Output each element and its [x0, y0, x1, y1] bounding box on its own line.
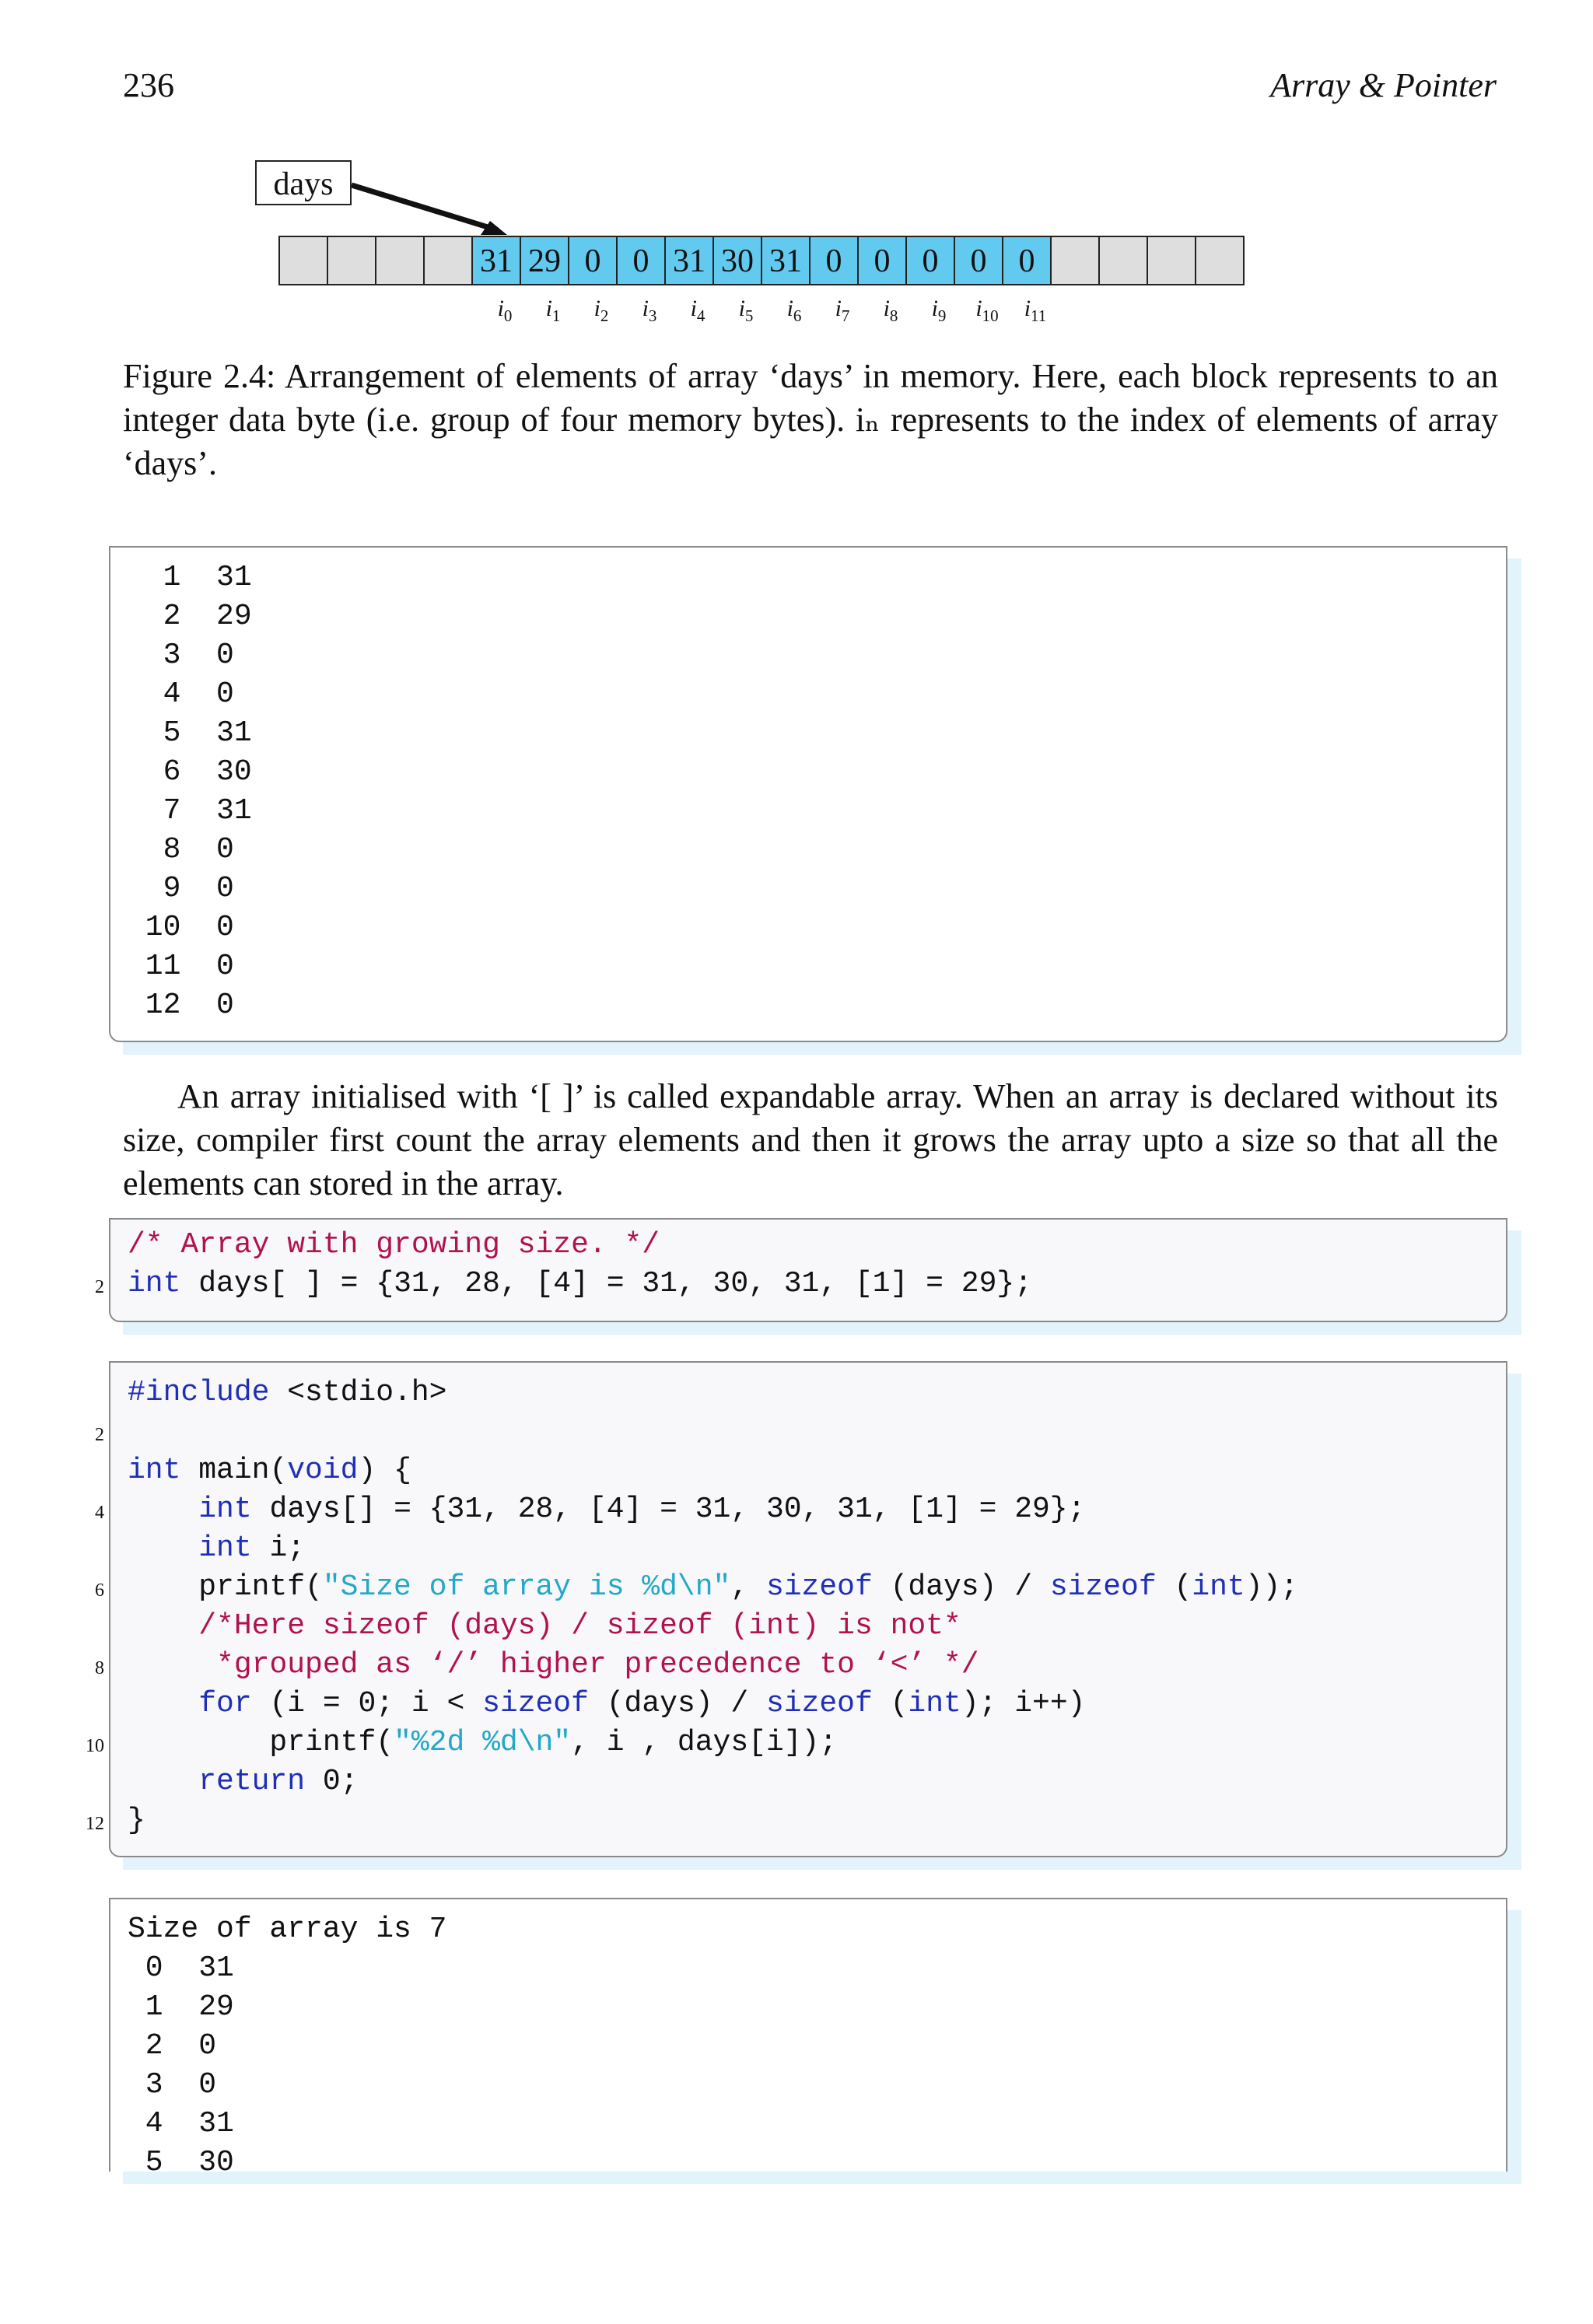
- code-line: /*Here sizeof (days) / sizeof (int) is not*: [198, 1609, 961, 1643]
- output-line: 2 29: [128, 600, 252, 633]
- memory-cell: 0: [616, 236, 666, 285]
- code-line: }: [128, 1804, 145, 1837]
- line-number: 10: [86, 1736, 104, 1756]
- output-line: 5 30: [128, 2146, 234, 2179]
- code-line: int i;: [198, 1531, 306, 1565]
- days-pointer-label: days: [255, 160, 352, 205]
- memory-cell: 30: [712, 236, 762, 285]
- memory-cell: 0: [954, 236, 1003, 285]
- output-line: 4 31: [128, 2107, 234, 2140]
- index-label: $i_7$: [835, 296, 850, 325]
- figure-caption: Figure 2.4: Arrangement of elements of array ‘days’ in memory. Here, each block represents to an integer data byte (i.e. group of four memory bytes). iₙ represents to the index of elements of array ‘days’.: [123, 357, 1498, 482]
- memory-cell: 31: [664, 236, 714, 285]
- index-label: $i_0$: [497, 296, 513, 325]
- memory-cell: 29: [520, 236, 569, 285]
- pointer-arrow: [0, 0, 1593, 389]
- memory-cell: [1195, 236, 1245, 285]
- line-number: 6: [95, 1580, 104, 1601]
- index-label: $i_4$: [690, 296, 705, 325]
- code-box-1: [95, 1218, 1507, 1322]
- code-line: int days[] = {31, 28, [4] = 31, 30, 31, [1] = 29};: [198, 1493, 1086, 1526]
- output-line: 3 0: [128, 639, 234, 672]
- code-line: #include <stdio.h>: [128, 1376, 447, 1409]
- index-label: $i_8$: [883, 296, 898, 325]
- output-line: 0 31: [128, 1951, 234, 1985]
- line-number: 8: [95, 1658, 104, 1678]
- running-title: Array & Pointer: [1270, 66, 1497, 104]
- page-number: 236: [123, 66, 174, 104]
- memory-cell: [375, 236, 425, 285]
- output-line: 7 31: [128, 794, 252, 828]
- code-line: *grouped as ‘/’ higher precedence to ‘<’ */: [216, 1648, 979, 1682]
- code-line: int days[ ] = {31, 28, [4] = 31, 30, 31, [1] = 29};: [128, 1267, 1032, 1300]
- memory-cell: [1098, 236, 1148, 285]
- memory-cell: 31: [761, 236, 811, 285]
- memory-cell: 0: [1002, 236, 1052, 285]
- output-line: 3 0: [128, 2068, 217, 2102]
- output-line: 10 0: [128, 911, 234, 944]
- memory-cell: 0: [568, 236, 618, 285]
- code-line: int main(void) {: [128, 1454, 411, 1487]
- index-label: $i_{10}$: [975, 296, 999, 325]
- output-line: 12 0: [128, 989, 234, 1022]
- output-line: 11 0: [128, 950, 234, 983]
- output-line: 4 0: [128, 677, 234, 711]
- line-number: 2: [95, 1277, 104, 1297]
- index-label: $i_2$: [593, 296, 609, 325]
- line-number: 4: [95, 1503, 104, 1523]
- index-labels: [481, 296, 1059, 326]
- memory-cell: 0: [857, 236, 907, 285]
- output-line: 6 30: [128, 755, 252, 789]
- memory-cell: 31: [471, 236, 521, 285]
- index-label: $i_6$: [786, 296, 802, 325]
- memory-figure: [0, 0, 1593, 342]
- memory-cell: [1050, 236, 1100, 285]
- index-label: $i_9$: [931, 296, 947, 325]
- code-line: return 0;: [198, 1765, 359, 1798]
- line-number: 12: [86, 1814, 104, 1834]
- output-line: Size of array is 7: [128, 1913, 447, 1946]
- output-line: 2 0: [128, 2029, 217, 2063]
- memory-cell: 0: [809, 236, 859, 285]
- memory-cell: [423, 236, 473, 285]
- output-line: 8 0: [128, 833, 234, 866]
- output-box-1: [109, 546, 1507, 1042]
- code-line: printf("Size of array is %d\n", sizeof (days) / sizeof (int));: [128, 1570, 1299, 1604]
- index-label: $i_1$: [545, 296, 561, 325]
- index-label: $i_{11}$: [1024, 296, 1047, 325]
- line-number: 2: [95, 1425, 104, 1445]
- output-line: 5 31: [128, 716, 252, 750]
- body-paragraph: An array initialised with ‘[ ]’ is called expandable array. When an array is declared without its size, compiler first count the array elements and then it grows the array upto a size so that all the elements can stored in the array.: [123, 1077, 1498, 1202]
- code-line: for (i = 0; i < sizeof (days) / sizeof (int); i++): [198, 1687, 1086, 1720]
- memory-cell: 0: [905, 236, 955, 285]
- index-label: $i_3$: [642, 296, 657, 325]
- memory-cell: [1147, 236, 1196, 285]
- memory-cells: [280, 236, 1245, 285]
- code-line: /* Array with growing size. */: [128, 1228, 660, 1262]
- index-label: $i_5$: [738, 296, 754, 325]
- memory-cell: [278, 236, 328, 285]
- output-box-2: [109, 1898, 1507, 2179]
- output-line: 9 0: [128, 872, 234, 905]
- code-line: printf("%2d %d\n", i , days[i]);: [128, 1726, 838, 1759]
- output-line: 1 29: [128, 1990, 234, 2024]
- code-box-2: [86, 1361, 1507, 1857]
- output-line: 1 31: [128, 561, 252, 594]
- memory-cell: [327, 236, 376, 285]
